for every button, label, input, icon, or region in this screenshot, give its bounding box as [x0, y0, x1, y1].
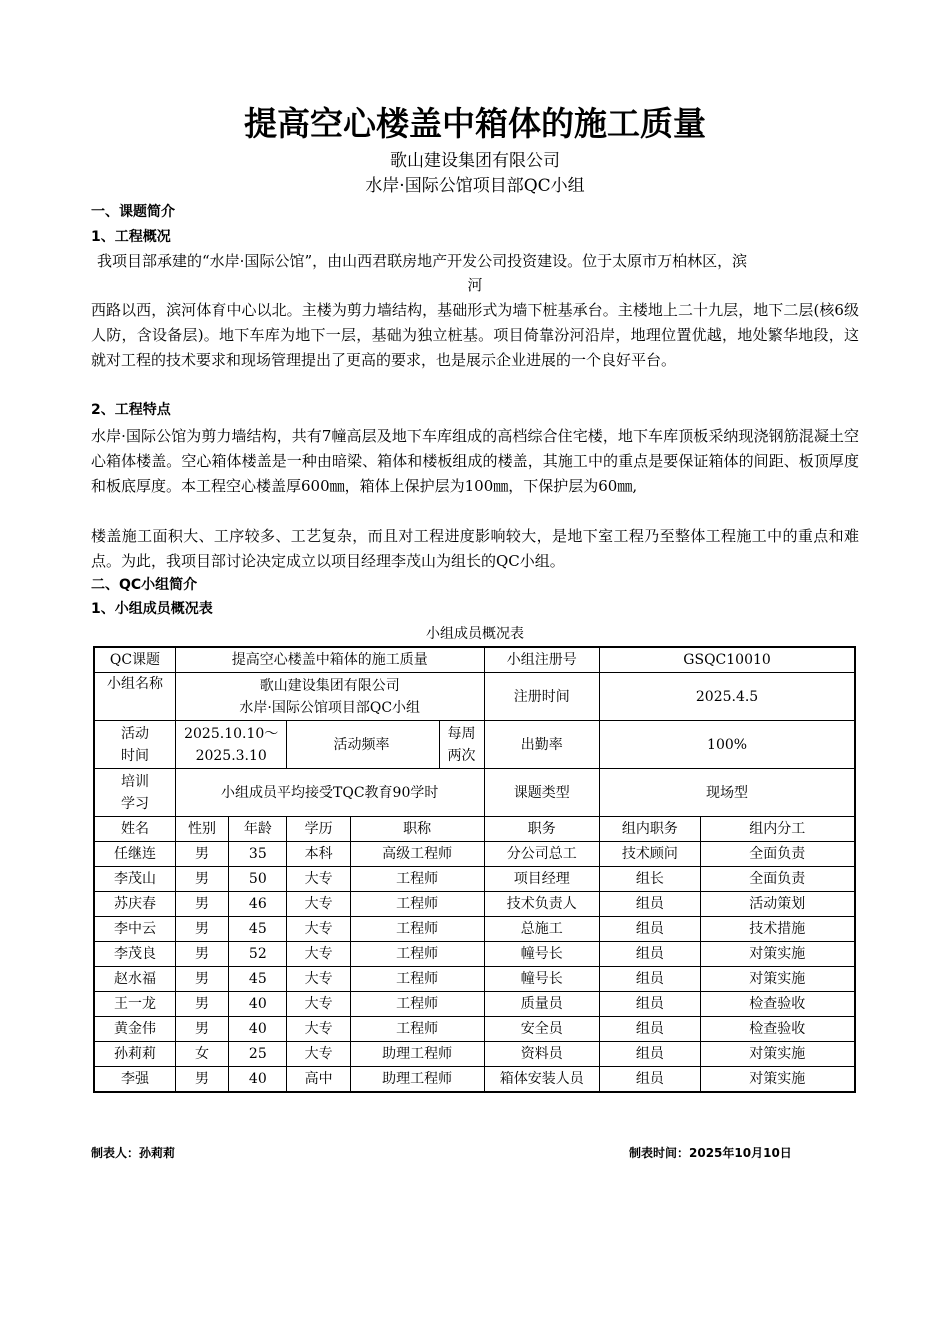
member-division: 全面负责	[700, 867, 855, 892]
table-row	[94, 992, 855, 1017]
member-education: 本科	[287, 842, 350, 867]
member-education: 大专	[287, 967, 350, 992]
member-age: 40	[229, 1067, 287, 1093]
qc-topic-value: 提高空心楼盖中箱体的施工质量	[175, 647, 484, 673]
table-row	[94, 721, 855, 769]
features-paragraph-2: 楼盖施工面积大、工序较多、工艺复杂，而且对工程进度影响较大，是地下室工程乃至整体工程施工中的重点和难点。为此，我项目部讨论决定成立以项目经理李茂山为组长的QC小组。	[91, 527, 859, 570]
member-position: 资料员	[484, 1042, 600, 1067]
member-gender: 男	[175, 1067, 228, 1093]
topic-type-label: 课题类型	[484, 769, 600, 817]
member-position: 幢号长	[484, 967, 600, 992]
freq-label: 活动频率	[333, 736, 390, 753]
activity-time-label	[94, 721, 175, 769]
section-1-2-heading: 2、工程特点	[91, 402, 171, 418]
member-group-role: 组员	[600, 967, 701, 992]
member-group-role: 组员	[600, 992, 701, 1017]
header-title: 职称	[350, 817, 484, 842]
member-position: 箱体安装人员	[484, 1067, 600, 1093]
member-gender: 男	[175, 1017, 228, 1042]
member-division: 检查验收	[700, 1017, 855, 1042]
member-gender: 男	[175, 892, 228, 917]
member-education: 大专	[287, 892, 350, 917]
member-position: 项目经理	[484, 867, 600, 892]
member-division: 全面负责	[700, 842, 855, 867]
group-name: 水岸·国际公馆项目部QC小组	[365, 176, 585, 196]
table-row	[94, 842, 855, 867]
activity-time-line-1: 2025.10.10～	[184, 725, 279, 742]
member-education: 大专	[287, 992, 350, 1017]
table-row	[94, 892, 855, 917]
member-name: 李中云	[94, 917, 175, 942]
member-rows	[94, 842, 855, 1093]
member-title: 高级工程师	[350, 842, 484, 867]
header-age: 年龄	[229, 817, 287, 842]
table-row	[94, 647, 855, 673]
reg-time-label: 注册时间	[484, 673, 600, 721]
table-caption: 小组成员概况表	[426, 626, 524, 642]
member-group-role: 组员	[600, 1042, 701, 1067]
member-division: 检查验收	[700, 992, 855, 1017]
table-row	[94, 1017, 855, 1042]
member-age: 40	[229, 992, 287, 1017]
table-maker: 制表人：孙莉莉	[91, 1146, 176, 1160]
member-gender: 男	[175, 917, 228, 942]
company-name: 歌山建设集团有限公司	[390, 151, 560, 171]
member-group-role: 组员	[600, 942, 701, 967]
member-age: 45	[229, 967, 287, 992]
header-division: 组内分工	[700, 817, 855, 842]
member-gender: 女	[175, 1042, 228, 1067]
table-row	[94, 867, 855, 892]
group-name-line-1: 歌山建设集团有限公司	[259, 677, 400, 694]
member-age: 25	[229, 1042, 287, 1067]
header-row	[94, 817, 855, 842]
table-row	[94, 673, 855, 721]
freq-cell	[287, 721, 484, 769]
member-gender: 男	[175, 992, 228, 1017]
member-title: 工程师	[350, 942, 484, 967]
member-education: 大专	[287, 867, 350, 892]
member-gender: 男	[175, 967, 228, 992]
section-2-heading: 二、QC小组简介	[91, 577, 198, 593]
member-age: 35	[229, 842, 287, 867]
topic-type-value: 现场型	[600, 769, 855, 817]
member-name: 孙莉莉	[94, 1042, 175, 1067]
member-age: 40	[229, 1017, 287, 1042]
member-title: 工程师	[350, 992, 484, 1017]
table-row	[94, 967, 855, 992]
table-row	[94, 769, 855, 817]
member-position: 总施工	[484, 917, 600, 942]
table-row	[94, 1067, 855, 1093]
member-title: 助理工程师	[350, 1067, 484, 1093]
freq-value-line-2: 两次	[447, 747, 476, 764]
member-name: 王一龙	[94, 992, 175, 1017]
activity-label-line-1: 活动	[120, 725, 149, 742]
member-education: 大专	[287, 1042, 350, 1067]
page-title: 提高空心楼盖中箱体的施工质量	[244, 104, 706, 143]
member-education: 大专	[287, 917, 350, 942]
table-date: 制表时间：2025年10月10日	[629, 1146, 792, 1160]
freq-value	[439, 721, 484, 768]
members-table	[93, 646, 856, 1093]
member-title: 助理工程师	[350, 1042, 484, 1067]
member-title: 工程师	[350, 917, 484, 942]
training-value: 小组成员平均接受TQC教育90学时	[175, 769, 484, 817]
group-name-label: 小组名称	[94, 673, 175, 721]
member-division: 对策实施	[700, 967, 855, 992]
freq-value-line-1: 每周	[447, 725, 476, 742]
member-age: 46	[229, 892, 287, 917]
member-group-role: 组长	[600, 867, 701, 892]
overview-line-1: 我项目部承建的“水岸·国际公馆”，由山西君联房地产开发公司投资建设。位于太原市万柏林区，滨	[97, 252, 748, 270]
member-group-role: 组员	[600, 892, 701, 917]
member-name: 李茂良	[94, 942, 175, 967]
member-group-role: 组员	[600, 1067, 701, 1093]
member-name: 任继连	[94, 842, 175, 867]
member-name: 李强	[94, 1067, 175, 1093]
training-label-line-2: 学习	[120, 795, 149, 812]
activity-time-line-2: 2025.3.10	[195, 747, 267, 764]
training-label	[94, 769, 175, 817]
section-2-1-heading: 1、小组成员概况表	[91, 601, 213, 617]
member-position: 幢号长	[484, 942, 600, 967]
reg-time-value: 2025.4.5	[600, 673, 855, 721]
member-name: 李茂山	[94, 867, 175, 892]
group-name-value	[175, 673, 484, 721]
member-gender: 男	[175, 942, 228, 967]
header-position: 职务	[484, 817, 600, 842]
member-division: 技术措施	[700, 917, 855, 942]
training-label-line-1: 培训	[120, 773, 149, 790]
table-row	[94, 917, 855, 942]
header-name: 姓名	[94, 817, 175, 842]
member-position: 技术负责人	[484, 892, 600, 917]
member-age: 52	[229, 942, 287, 967]
member-title: 工程师	[350, 867, 484, 892]
member-gender: 男	[175, 842, 228, 867]
section-1-1-heading: 1、工程概况	[91, 229, 171, 245]
reg-no-value: GSQC10010	[600, 647, 855, 673]
activity-label-line-2: 时间	[120, 747, 149, 764]
section-1-heading: 一、课题简介	[91, 204, 175, 220]
attendance-value: 100%	[600, 721, 855, 769]
features-paragraph-1: 水岸·国际公馆为剪力墙结构，共有7幢高层及地下车库组成的高档综合住宅楼，地下车库顶板采纳现浇钢筋混凝土空心箱体楼盖。空心箱体楼盖是一种由暗梁、箱体和楼板组成的楼盖，其施工中的重点是要保证箱体的间距、板顶厚度和板底厚度。本工程空心楼盖厚600㎜，箱体上保护层为100㎜，下保护层为60㎜,	[91, 427, 859, 495]
overview-line-2: 河	[467, 276, 483, 294]
header-group-role: 组内职务	[600, 817, 701, 842]
header-education: 学历	[287, 817, 350, 842]
overview-paragraph: 西路以西，滨河体育中心以北。主楼为剪力墙结构，基础形式为墙下桩基承台。主楼地上二十九层，地下二层(核6级人防，含设备层)。地下车库为地下一层，基础为独立桩基。项目倚靠汾河沿岸，地理位置优越，地处繁华地段，这就对工程的技术要求和现场管理提出了更高的要求，也是展示企业进展的一个良好平台。	[91, 301, 859, 369]
member-gender: 男	[175, 867, 228, 892]
member-position: 安全员	[484, 1017, 600, 1042]
member-age: 50	[229, 867, 287, 892]
member-division: 活动策划	[700, 892, 855, 917]
member-title: 工程师	[350, 967, 484, 992]
group-name-line-2: 水岸·国际公馆项目部QC小组	[239, 699, 421, 716]
activity-time-value	[175, 721, 287, 769]
table-row	[94, 1042, 855, 1067]
member-position: 质量员	[484, 992, 600, 1017]
header-gender: 性别	[175, 817, 228, 842]
member-position: 分公司总工	[484, 842, 600, 867]
qc-topic-label: QC课题	[94, 647, 175, 673]
member-division: 对策实施	[700, 942, 855, 967]
member-division: 对策实施	[700, 1067, 855, 1093]
member-name: 苏庆春	[94, 892, 175, 917]
member-name: 赵水福	[94, 967, 175, 992]
member-title: 工程师	[350, 892, 484, 917]
member-group-role: 组员	[600, 917, 701, 942]
member-education: 高中	[287, 1067, 350, 1093]
member-age: 45	[229, 917, 287, 942]
reg-no-label: 小组注册号	[484, 647, 600, 673]
attendance-label: 出勤率	[484, 721, 600, 769]
table-row	[94, 942, 855, 967]
member-education: 大专	[287, 1017, 350, 1042]
member-title: 工程师	[350, 1017, 484, 1042]
member-group-role: 技术顾问	[600, 842, 701, 867]
member-group-role: 组员	[600, 1017, 701, 1042]
member-division: 对策实施	[700, 1042, 855, 1067]
member-name: 黄金伟	[94, 1017, 175, 1042]
member-education: 大专	[287, 942, 350, 967]
